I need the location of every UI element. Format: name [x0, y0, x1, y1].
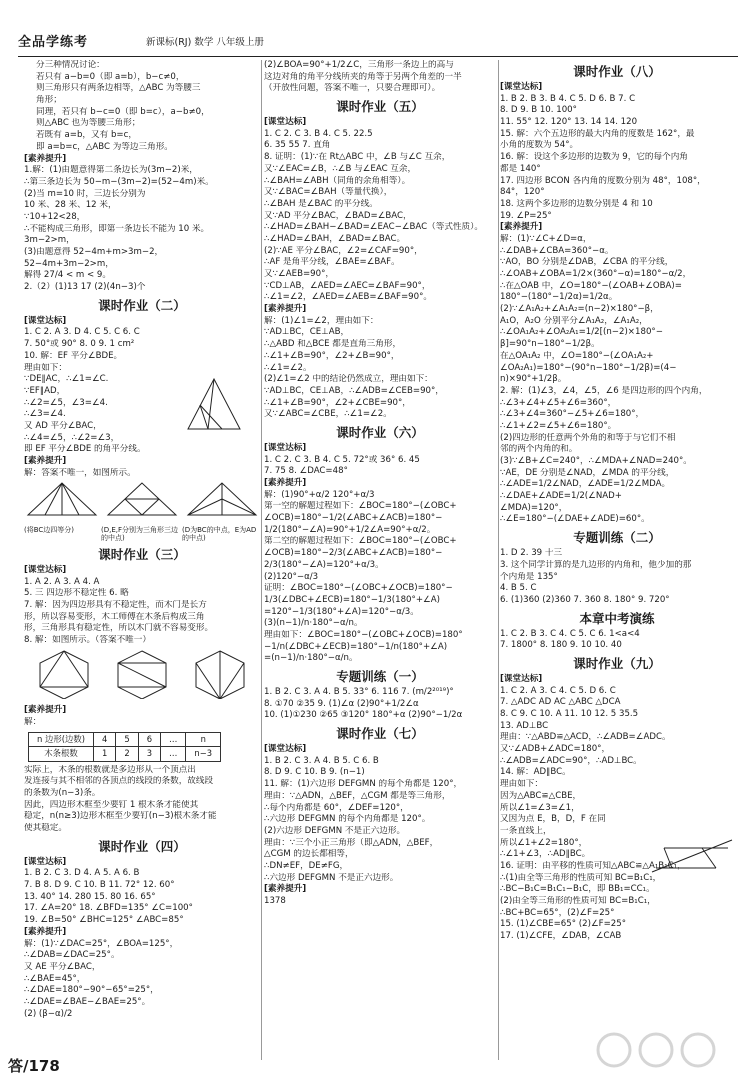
- table-cell: n: [186, 732, 221, 746]
- answer-line: 7. 解：因为四边形具有不稳定性，而木门是长方: [24, 599, 207, 610]
- answer-line: 使其稳定。: [24, 823, 67, 833]
- table-cell: 2: [116, 747, 138, 761]
- answer-line: 17. (1)∠CFE，∠DAB，∠CAB: [500, 931, 622, 942]
- answer-line: 1/3(∠DBC+∠ECB)=180°−1/3(180°+∠A): [264, 594, 440, 605]
- answer-line: 都是 140°: [500, 163, 541, 174]
- answer-line: ∴六边形 DEFGMN 不是正六边形。: [264, 872, 399, 883]
- answer-line: 解：答案不唯一，如图所示。: [24, 467, 136, 478]
- answer-line: 又∵∠ABC=∠CBE，∴∠1=∠2。: [264, 409, 392, 420]
- answer-line: ∴BC−B₁C=B₁C₁−B₁C，即 BB₁=CC₁。: [500, 884, 655, 895]
- answer-line: 角形；: [36, 95, 62, 106]
- section-title: 专题训练（二）: [573, 530, 661, 546]
- answer-line: ∴DN≠EF，DE≠FG，: [264, 860, 349, 871]
- answer-line: 13. 40° 14. 280 15. 80 16. 65°: [24, 891, 156, 902]
- answer-line: 15. (1)∠CBE=65° (2)∠F=25°: [500, 919, 627, 930]
- answer-line: 解：(1)90°+α/2 120°+α/3: [264, 489, 375, 500]
- answer-line: 1. A 2. A 3. A 4. A: [24, 576, 100, 587]
- answer-line: ∴∠4=∠5，∴∠2=∠3，: [24, 432, 120, 443]
- answer-line: 即 EF 平分∠BDE 的角平分线。: [24, 444, 146, 455]
- column-divider: [498, 60, 499, 1060]
- answer-line: ∵AO，BO 分别是∠DAB，∠CBA 的平分线，: [500, 257, 674, 268]
- answer-line: 14. 解：AD∥BC。: [500, 767, 571, 778]
- answer-line: (2)∠BOA=90°+1/2∠C，三角形一条边上的高与: [264, 60, 454, 70]
- section-tag: [素养提升]: [24, 705, 67, 716]
- divided-triangles-figure: [24, 481, 260, 519]
- answer-line: 解：(1)∵∠C+∠D=α，: [500, 233, 592, 244]
- answer-line: 1. B 2. C 3. A 4. B 5. 33° 6. 116 7. (m/2²⁰¹⁹)°: [264, 687, 454, 697]
- answer-line: 7. 50°或 90° 8. 0 9. 1 cm²: [24, 339, 135, 350]
- answer-line: (2)120°−α/3: [264, 571, 319, 582]
- section-title: 课时作业（四）: [98, 838, 186, 854]
- table-cell: 3: [138, 747, 160, 761]
- answer-line: △CGM 的边长都相等，: [264, 849, 354, 860]
- page-header: [18, 34, 738, 57]
- section-tag: [素养提升]: [500, 222, 543, 233]
- table-cell: n 边形(边数): [29, 732, 94, 746]
- answer-line: ∴∠HAD=∠BAH，∠BAD=∠BAC。: [264, 233, 406, 244]
- answer-line: 形，所以容易变形，木工师傅在木条后构成三角: [24, 611, 205, 622]
- answer-line: 10. (1)①230 ②65 ③120° 180°+α (2)90°−1/2α: [264, 710, 463, 721]
- answer-line: 1. C 2. B 3. C 4. C 5. C 6. 1<a<4: [500, 628, 640, 639]
- answer-line: ∴∠3+∠4=360°−∠5+∠6=180°，: [500, 409, 645, 420]
- answer-line: 11. 55° 12. 120° 13. 14 14. 120: [500, 117, 638, 128]
- answer-line: 1. B 2. B 3. B 4. C 5. D 6. B 7. C: [500, 93, 636, 104]
- answer-line: ∴六边形 DEFGMN 的每个内角都是 120°。: [264, 814, 431, 825]
- section-title: 课时作业（五）: [336, 99, 424, 115]
- answer-line: 1/2(180°−∠A)=90°+1/2∠A=90°+α/2。: [264, 524, 436, 535]
- answer-line: 1. B 2. C 3. D 4. A 5. A 6. B: [24, 868, 140, 879]
- answer-line: ∴∠1+∠3，∴AD∥BC。: [500, 849, 591, 860]
- answer-line: 2.（2）(1)13 17 (2)(4n−3)个: [24, 282, 146, 293]
- book-meta: 新课标(RJ) 数学 八年级上册: [146, 37, 264, 48]
- figure-caption: (D,E,F分别为三角形三边的中点): [101, 526, 179, 543]
- table-cell: 木条根数: [29, 747, 94, 761]
- answer-line: 15. 解：六个五边形的最大内角的度数是 162°，最: [500, 128, 695, 139]
- answer-line: 6. (1)360 (2)360 7. 360 8. 180° 9. 720°: [500, 594, 670, 605]
- answer-line: 又 AD 平分∠BAC，: [24, 420, 102, 431]
- answer-line: 又∵∠ADB+∠ADC=180°，: [500, 744, 611, 755]
- answer-line: 11. 解：(1)六边形 DEFGMN 的每个角都是 120°，: [264, 779, 463, 790]
- answer-line: 4. B 5. C: [500, 583, 537, 594]
- section-tag: [课堂达标]: [24, 564, 67, 575]
- answer-line: 小角的度数为 54°。: [500, 140, 579, 151]
- answer-line: 解得 27/4 < m < 9。: [24, 270, 111, 281]
- answer-line: 稳定，n(n≥3)边形木框至少要钉(n−3)根木条才能: [24, 811, 217, 822]
- answer-line: 理由如下：∠BOC=180°−(∠OBC+∠OCB)=180°: [264, 629, 463, 640]
- answer-line: ∵DE∥AC，∴∠1=∠C.: [24, 374, 109, 385]
- section-tag: [课堂达标]: [24, 315, 67, 326]
- answer-line: 7. 75 8. ∠DAC=48°: [264, 466, 348, 477]
- answer-line: ∴第三条边长为 50−m−(3m−2)=(52−4m)米。: [24, 176, 214, 187]
- column-middle: [264, 60, 496, 1060]
- answer-line: ∴∠1=∠2。: [264, 362, 312, 373]
- answer-line: (2)六边形 DEFGMN 不是正六边形。: [264, 825, 406, 836]
- answer-line: 实际上，木条的根数就是多边形从一个顶点出: [24, 764, 196, 775]
- table-cell: 4: [94, 732, 116, 746]
- answer-line: =120°−1/3(180°+∠A)=120°−α/3。: [264, 606, 419, 617]
- section-tag: [课堂达标]: [264, 442, 307, 453]
- answer-line: 发连接与其不相邻的各顶点的线段的条数，故线段: [24, 776, 214, 787]
- table-cell: 5: [116, 732, 138, 746]
- answer-line: 又因为点 E，B，D，F 在同: [500, 814, 606, 825]
- answer-line: 1.解：(1)由题意得第二条边长为(3m−2)米，: [24, 165, 198, 176]
- answer-line: (2)当 m=10 时，三边长分别为: [24, 188, 146, 199]
- answer-line: ∠OA₂A₁)=180°−(90°n−180°−1/2β)=(4−: [500, 362, 677, 373]
- figure-caption: (将BC边四等分): [24, 526, 75, 535]
- brand-title: 全品学练考: [18, 35, 89, 50]
- answer-line: n)×90°+1/2β。: [500, 374, 567, 385]
- answer-line: =(n−1)/n·180°−α/n。: [264, 653, 358, 664]
- answer-line: 所以∠1+∠2=180°，: [500, 837, 588, 848]
- answer-line: ∴∠1+∠B=90°，∠2+∠CBE=90°，: [264, 397, 411, 408]
- figure-captions: [24, 526, 260, 543]
- answer-line: ∴∠HAD=∠BAH−∠BAD=∠EAC−∠BAC（等式性质）。: [264, 222, 484, 233]
- answer-line: 1. C 2. C 3. B 4. C 5. 72°或 36° 6. 45: [264, 454, 420, 465]
- answer-line: 10 米、28 米、12 米，: [24, 200, 117, 211]
- answer-line: 即 a=b=c，△ABC 为等边三角形。: [36, 141, 173, 152]
- answer-line: 8. D 9. C 10. B 9. (n−1): [264, 767, 365, 778]
- section-title: 专题训练（一）: [336, 669, 424, 684]
- answer-line: ∴∠ADE=1/2∠NAD，∠ADE=1/2∠MDA。: [500, 479, 671, 490]
- answer-line: 84°，120°: [500, 187, 545, 198]
- answer-line: (2)四边形的任意两个外角的和等于与它们不相: [500, 432, 676, 443]
- answer-line: ∵AD⊥BC，CE⊥AB，: [264, 327, 350, 338]
- answer-line: ∴△ABD 和△BCE 都是直角三角形，: [264, 339, 402, 350]
- section-title: 课时作业（二）: [98, 297, 186, 313]
- answer-line: 在△OA₁A₂ 中，∠O=180°−(∠OA₁A₂+: [500, 350, 654, 361]
- watermark-logo: [590, 1028, 740, 1076]
- answer-line: 1378: [264, 896, 286, 906]
- answer-line: 8. 解：如图所示。（答案不唯一）: [24, 634, 151, 645]
- answer-line: ∴∠3+∠4+∠5+∠6=360°，: [500, 397, 617, 408]
- answer-line: 邻的两个内角的和。: [500, 444, 578, 455]
- answer-line: ∴∠3=∠4.: [24, 409, 66, 420]
- answer-line: 5. 三 四边形不稳定性 6. 略: [24, 588, 129, 599]
- answer-line: 则△ABC 也为等腰三角形；: [36, 118, 141, 129]
- answer-line: 理由如下：: [24, 362, 67, 373]
- section-title: 课时作业（八）: [573, 64, 661, 79]
- table-cell: n−3: [186, 747, 221, 761]
- answer-line: ∠OCB)=180°−2/3(∠ABC+∠ACB)=180°−: [264, 548, 443, 559]
- answer-line: ∴∠1+∠B=90°，∠2+∠B=90°，: [264, 350, 400, 361]
- figure-caption: (D为BC的中点，E为AD的中点): [182, 526, 257, 543]
- answer-line: 若只有 a−b=0（即 a=b），b−c≠0，: [36, 71, 185, 82]
- answer-line: 19. ∠B=50° ∠BHC=125° ∠ABC=85°: [24, 915, 184, 926]
- answer-line: 形，三角形具有稳定性，所以木门就不容易变形。: [24, 623, 214, 634]
- answer-line: A₁O，A₂O 分别平分∠A₁A₂，∠A₁A₂，: [500, 315, 648, 326]
- section-tag: [课堂达标]: [264, 117, 307, 128]
- answer-line: ∴∠DAB=∠DAC=25°。: [24, 950, 120, 961]
- answer-line: 理由：∵△ADN，△BEF，△CGM 都是等三角形，: [264, 790, 451, 801]
- answer-line: 13. AD⊥BC: [500, 720, 549, 731]
- section-title: 课时作业（六）: [336, 424, 424, 440]
- answer-line: 解：(1)∠1=∠2，理由如下：: [264, 315, 379, 326]
- answer-line: ∴不能构成三角形，即第一条边长不能为 10 米。: [24, 223, 210, 234]
- answer-line: (2) (β−α)/2: [24, 1008, 73, 1019]
- answer-line: 3. 这个同学计算的是九边形的内角和，他少加的那: [500, 559, 692, 570]
- answer-line: ∴∠1+∠2=∠5+∠6=180°。: [500, 420, 617, 431]
- section-tag: [素养提升]: [24, 456, 67, 466]
- answer-line: 8. C 9. C 10. A 11. 10 12. 5 35.5: [500, 709, 639, 719]
- answer-line: 证明：∠BOC=180°−(∠OBC+∠OCB)=180°−: [264, 583, 453, 594]
- answer-line: ∴AF 是角平分线，∠BAE=∠BAF。: [264, 257, 400, 268]
- answer-line: ∴∠DAE+∠ADE=1/2(∠NAD+: [500, 491, 622, 502]
- answer-line: ∴∠1=∠2，∠AED=∠AEB=∠BAF=90°。: [264, 292, 432, 303]
- answer-line: 又 AE 平分∠BAC，: [24, 961, 101, 972]
- answer-line: (2)∵AE 平分∠BAC，∠2=∠CAF=90°，: [264, 245, 423, 256]
- answer-line: 3m−2>m，: [24, 235, 75, 246]
- answer-line: 8. 证明：(1)∵在 Rt△ABC 中，∠B 与∠C 互余，: [264, 152, 451, 163]
- section-title: 课时作业（三）: [98, 546, 186, 562]
- answer-line: 10. 解：EF 平分∠BDE。: [24, 350, 123, 361]
- section-tag: [课堂达标]: [500, 673, 543, 684]
- answer-line: ∴∠BAH=∠ABH（同角的余角相等）。: [264, 175, 411, 186]
- answer-line: 这边对角的角平分线所夹的角等于另两个角差的一半: [264, 71, 462, 82]
- answer-line: ∵CD⊥AB，∠AED=∠AEC=∠BAF=90°，: [264, 280, 431, 291]
- section-tag: [课堂达标]: [24, 856, 67, 867]
- answer-line: ∵10+12<28，: [24, 211, 86, 222]
- answer-line: ∴∠2=∠5，∠3=∠4.: [24, 397, 108, 408]
- answer-line: 8. ①70 ②35 9. (1)∠α (2)90°+1/2∠α: [264, 698, 419, 709]
- answer-line: 8. D 9. B 10. 100°: [500, 105, 577, 116]
- answer-line: ∴∠DAE=∠BAE−∠BAE=25°。: [24, 996, 151, 1007]
- answer-line: 一条直线上，: [500, 825, 552, 836]
- answer-line: ∵AD⊥BC，CE⊥AB，∴∠ADB=∠CEB=90°，: [264, 385, 444, 396]
- answer-line: 理由：∵三个小正三角形（即△ADN，△BEF，: [264, 837, 439, 848]
- answer-line: 7. B 8. D 9. C 10. B 11. 72° 12. 60°: [24, 880, 175, 891]
- answer-line: (3)由题意得 52−4m+m>3m−2，: [24, 247, 164, 257]
- answer-line: 6. 35 55 7. 直角: [264, 140, 331, 151]
- answer-line: 2. 解：(1)∠3，∠4，∠5，∠6 是四边形的四个内角，: [500, 385, 708, 396]
- answer-line: （开放性问题，答案不唯一，只要合理即可）。: [264, 83, 441, 94]
- answer-line: ∵AE，DE 分别是∠NAD，∠MDA 的平分线，: [500, 467, 675, 478]
- answer-line: ∴∠ADB=∠ADC=90°，∴AD⊥BC。: [500, 755, 642, 766]
- table-cell: …: [161, 732, 186, 746]
- answer-line: 个内角是 135°: [500, 571, 558, 582]
- answer-line: ∴(1)由全等三角形的性质可知 BC=B₁C₁，: [500, 872, 662, 883]
- answer-line: 所以∠1=∠3=∠1，: [500, 802, 580, 813]
- answer-line: 又∵∠AEB=90°，: [264, 269, 334, 279]
- answer-line: 解：(1)∵∠DAC=25°，∠BOA=125°，: [24, 938, 179, 949]
- hexagon-figure: [24, 649, 260, 699]
- answer-line: 第一空的解题过程如下：∠BOC=180°−(∠OBC+: [264, 501, 457, 512]
- answer-line: (2)∠1=∠2 中的结论仍然成立，理由如下：: [264, 374, 433, 385]
- answer-line: 分三种情况讨论：: [36, 60, 105, 70]
- answer-line: 2/3(180°−∠A)=120°+α/3。: [264, 559, 384, 570]
- answer-line: 7. 1800° 8. 180 9. 10 10. 40: [500, 640, 622, 651]
- answer-line: (2)∵∠A₁A₂+∠A₁A₂=(n−2)×180°−β，: [500, 304, 659, 315]
- answer-line: 180°−(180°−1/2α)=1/2α。: [500, 292, 618, 303]
- answer-line: 同理，若只有 b−c=0（即 b=c），a−b≠0，: [36, 106, 210, 117]
- answer-line: 1. C 2. A 3. D 4. C 5. C 6. C: [24, 327, 140, 338]
- answer-line: ∴∠DAB+∠CBA=360°−α。: [500, 245, 614, 256]
- answer-line: ∴∠BAH 是∠BAC 的平分线。: [264, 198, 378, 209]
- answer-line: 1. D 2. 39 十三: [500, 548, 563, 559]
- answer-line: 若既有 a=b，又有 b=c，: [36, 130, 137, 141]
- answer-line: 52−4m+3m−2>m，: [24, 258, 114, 269]
- answer-line: 又∵∠BAC=∠BAH（等量代换），: [264, 187, 393, 198]
- answer-line: 因此，四边形木框至少要钉 1 根木条才能使其: [24, 799, 199, 810]
- answer-line: ∴BC+BC=65°，(2)∠F=25°: [500, 907, 615, 918]
- answer-line: ∴∠BAE=45°，: [24, 973, 86, 984]
- triangle-figure: [184, 377, 244, 432]
- answer-line: 又∵AD 平分∠BAC，∠BAD=∠BAC，: [264, 210, 412, 221]
- section-title: 课时作业（九）: [573, 655, 661, 671]
- answer-line: 18. 这两个多边形的边数分别是 4 和 10: [500, 198, 653, 209]
- answer-line: ∴∠E=180°−(∠DAE+∠ADE)=60°。: [500, 514, 650, 525]
- table-cell: 1: [94, 747, 116, 761]
- section-tag: [素养提升]: [264, 304, 307, 315]
- table-cell: …: [161, 747, 186, 761]
- answer-line: 解：: [24, 717, 42, 728]
- answer-line: 7. △ADC AD AC △ABC △DCA: [500, 697, 621, 708]
- answer-line: 17. ∠A=20° 18. ∠BFD=135° ∠C=100°: [24, 903, 193, 914]
- answer-line: 则三角形只有两条边相等，△ABC 为等腰三: [36, 83, 201, 94]
- answer-line: 17. 四边形 BCON 各内角的度数分别为 48°，108°，: [500, 175, 706, 186]
- answer-line: ∴在△OAB 中，∠O=180°−(∠OAB+∠OBA)=: [500, 280, 682, 291]
- column-left: [24, 60, 260, 1060]
- answer-line: −1/n(∠DBC+∠ECB)=180°−1/n(180°+∠A): [264, 641, 448, 652]
- answer-line: 因为△ABC≌△CBE，: [500, 790, 582, 801]
- column-right: [500, 60, 734, 1060]
- answer-line: 又∵∠EAC=∠B，∴∠B 与∠EAC 互余，: [264, 163, 417, 174]
- answer-line: (3)∵∠B+∠C=240°，∴∠MDA+∠NAD=240°。: [500, 456, 692, 466]
- answer-line: ∠MDA)=120°，: [500, 502, 568, 513]
- answer-line: 第二空的解题过程如下：∠BOC=180°−(∠OBC+: [264, 536, 457, 547]
- answer-line: 的条数为(n−3)条。: [24, 787, 101, 798]
- section-title: 本章中考演练: [579, 610, 655, 626]
- answer-line: 理由：∵△ABD≌△ACD，∴∠ADB=∠ADC。: [500, 732, 671, 743]
- answer-line: β]=90°n−180°−1/2β。: [500, 339, 600, 350]
- section-title: 课时作业（七）: [336, 726, 424, 742]
- section-tag: [素养提升]: [24, 153, 67, 164]
- answer-line: 16. 证明：由平移的性质可知△ABC≌△A₁B₁C₁，: [500, 860, 686, 871]
- answer-line: 1. C 2. C 3. B 4. C 5. 22.5: [264, 128, 373, 139]
- answer-line: (2)由全等三角形的性质可知 BC=B₁C₁，: [500, 896, 656, 906]
- table-cell: 6: [138, 732, 160, 746]
- answer-line: ∠OCB)=180°−1/2(∠ABC+∠ACB)=180°−: [264, 513, 443, 524]
- section-tag: [素养提升]: [264, 478, 307, 488]
- answer-line: 理由如下：: [500, 779, 543, 790]
- section-tag: [课堂达标]: [264, 744, 307, 755]
- answer-line: ∴∠OA₁A₂+∠OA₂A₁=1/2[(n−2)×180°−: [500, 327, 663, 338]
- diagonal-count-table: [28, 732, 221, 762]
- answer-line: 19. ∠P=25°: [500, 210, 552, 221]
- answer-line: ∴每个内角都是 60°，∠DEF=120°，: [264, 802, 409, 813]
- answer-line: ∴∠OAB+∠OBA=1/2×(360°−α)=180°−α/2，: [500, 269, 692, 279]
- section-tag: [素养提升]: [24, 926, 67, 937]
- answer-line: 16. 解：设这个多边形的边数为 9，它的每个内角: [500, 152, 688, 163]
- answer-line: 1. B 2. C 3. A 4. B 5. C 6. B: [264, 755, 379, 766]
- answer-line: ∴∠DAE=180°−90°−65°=25°，: [24, 985, 159, 996]
- answer-line: 1. C 2. A 3. C 4. C 5. D 6. C: [500, 685, 616, 696]
- answer-line: ∵EF∥AD，: [24, 385, 66, 396]
- parallel-lines-figure: [650, 836, 734, 876]
- column-divider: [261, 60, 262, 1060]
- answer-line: (3)(n−1)/n·180°−α/n。: [264, 618, 363, 629]
- section-tag: [课堂达标]: [500, 82, 543, 92]
- section-tag: [素养提升]: [264, 884, 307, 895]
- page-number: 答/178: [8, 1057, 60, 1075]
